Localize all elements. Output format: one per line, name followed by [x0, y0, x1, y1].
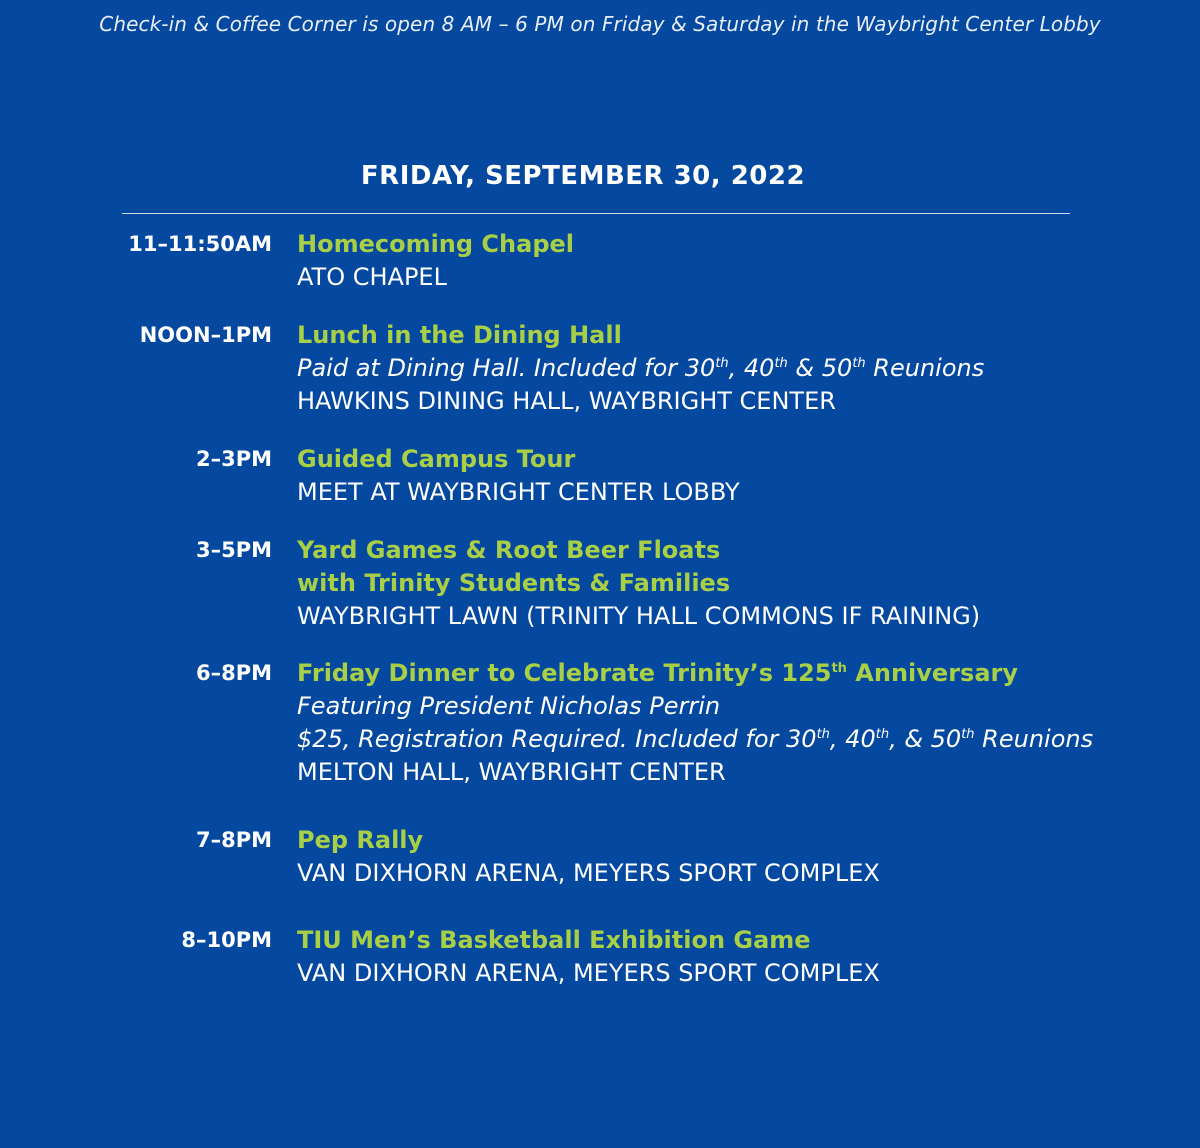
event-note: $25, Registration Required. Included for 30th, 40th, & 50th Reunions: [297, 725, 1094, 753]
event-time: 2–3PM: [195, 447, 272, 471]
event-time: 6–8PM: [195, 661, 272, 685]
heading-divider: [122, 213, 1070, 214]
event-time: 11–11:50AM: [128, 232, 272, 256]
event-time: NOON–1PM: [139, 323, 272, 347]
check-in-notice: Check-in & Coffee Corner is open 8 AM – 6 PM on Friday & Saturday in the Waybright Center Lobby: [99, 12, 1101, 36]
event-title: Homecoming Chapel: [297, 230, 575, 258]
event-details: [297, 534, 1087, 633]
event-details: [297, 657, 1094, 789]
event-location: WAYBRIGHT LAWN (TRINITY HALL COMMONS IF RAINING): [297, 602, 981, 630]
event-location: MEET AT WAYBRIGHT CENTER LOBBY: [297, 478, 740, 506]
event-location: HAWKINS DINING HALL, WAYBRIGHT CENTER: [297, 387, 836, 415]
event-details: [297, 824, 1087, 890]
event-title-continued: with Trinity Students & Families: [297, 569, 731, 597]
event-note: Paid at Dining Hall. Included for 30th, 40th & 50th Reunions: [297, 354, 985, 382]
event-note: Featuring President Nicholas Perrin: [297, 692, 721, 720]
event-title: Guided Campus Tour: [297, 445, 576, 473]
event-location: ATO CHAPEL: [297, 263, 447, 291]
event-time: 8–10PM: [181, 928, 272, 952]
day-heading: FRIDAY, SEPTEMBER 30, 2022: [360, 161, 806, 191]
event-location: VAN DIXHORN ARENA, MEYERS SPORT COMPLEX: [297, 859, 880, 887]
event-location: MELTON HALL, WAYBRIGHT CENTER: [297, 758, 726, 786]
event-title: TIU Men’s Basketball Exhibition Game: [297, 926, 811, 954]
event-details: [297, 228, 1087, 294]
event-details: [297, 443, 1087, 509]
event-details: [297, 924, 1087, 990]
event-time: 7–8PM: [195, 828, 272, 852]
event-title: Pep Rally: [297, 826, 424, 854]
event-time: 3–5PM: [195, 538, 272, 562]
event-location: VAN DIXHORN ARENA, MEYERS SPORT COMPLEX: [297, 959, 880, 987]
event-title: Friday Dinner to Celebrate Trinity’s 125th Anniversary: [297, 659, 1018, 687]
event-details: [297, 319, 1087, 418]
event-title: Yard Games & Root Beer Floats: [297, 536, 721, 564]
event-title: Lunch in the Dining Hall: [297, 321, 622, 349]
